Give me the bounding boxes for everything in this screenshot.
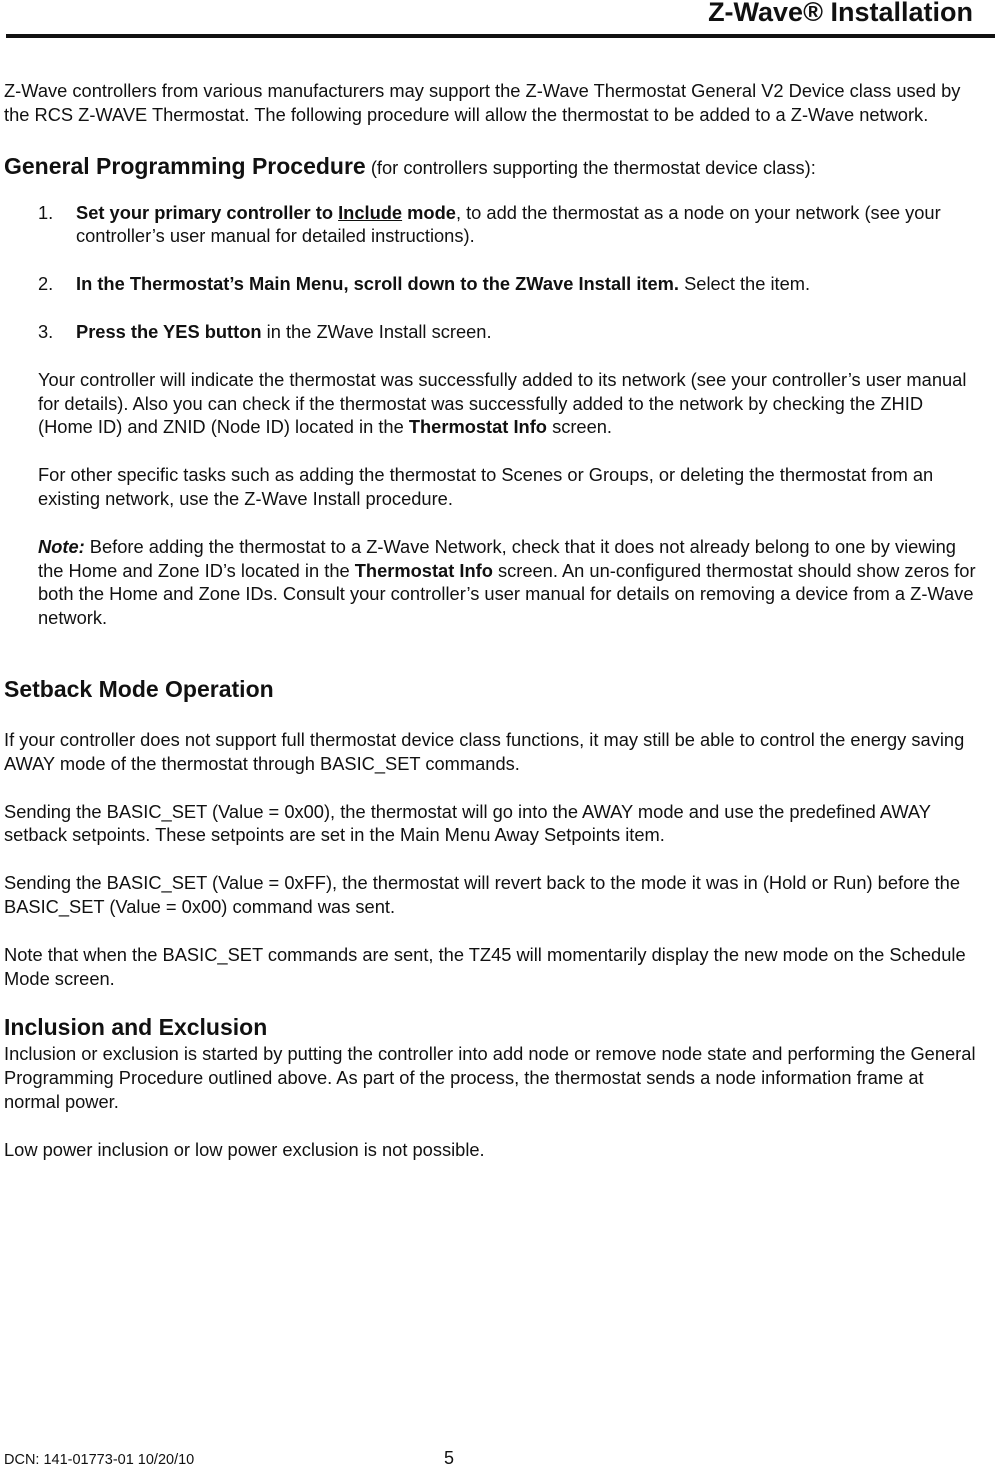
intro-paragraph: Z-Wave controllers from various manufacturers may support the Z-Wave Thermostat General V2 Device class used by the RCS Z-WAVE Thermostat. The following procedure will allow the thermostat to be added to a Z-Wave network. [4,80,961,125]
step-body [76,272,979,296]
thermostat-info-bold: Thermostat Info [408,416,547,438]
document-body [4,79,979,1162]
note-text-end: screen. An un-configured thermostat should show zeros for both the Home and Zone IDs. Consult your controller’s user manual for details on removing a device from a Z-Wave network. [38,559,976,629]
note-paragraph [4,535,979,630]
step-number: 2. [38,273,54,295]
step-bold: In the Thermostat’s Main Menu, scroll down to the ZWave Install item. [76,273,680,295]
success-text: Your controller will indicate the thermostat was successfully added to its network (see your controller’s user manual for details). Also you can check if the thermostat was successfully added to the network by checking the ZHID (Home ID) and ZNID (Node ID) located in the [38,368,967,438]
other-tasks-paragraph: For other specific tasks such as adding the thermostat to Scenes or Groups, or deleting the thermostat from an existing network, use the Z-Wave Install procedure. [38,464,934,509]
step-number: 1. [38,201,54,223]
step-text: in the ZWave Install screen. [261,320,492,342]
step-number: 3. [38,320,54,342]
inclusion-paragraph-1: Inclusion or exclusion is started by putting the controller into add node or remove node state and performing the General Programming Procedure outlined above. As part of the process, the thermostat sends a node information frame at normal power. [4,1043,976,1112]
step-body [76,201,979,249]
step-bold: Set your primary controller to [76,201,339,223]
note-thermostat-info-bold: Thermostat Info [354,559,493,581]
success-text-end: screen. [546,416,613,438]
inclusion-paragraph-2: Low power inclusion or low power exclusion is not possible. [4,1138,485,1160]
step-bold-2: mode [402,201,456,223]
header-rule [6,34,995,38]
step-2 [4,272,979,296]
setback-paragraph-4: Note that when the BASIC_SET commands are sent, the TZ45 will momentarily display the new mode on the Schedule Mode screen. [4,943,966,989]
general-heading-sub: (for controllers supporting the thermostat device class): [365,156,816,178]
footer-dcn: DCN: 141-01773-01 10/20/10 [4,1452,195,1468]
step-underlined: Include [338,201,403,223]
note-label: Note: [38,535,85,557]
note-text: Before adding the thermostat to a Z-Wave Network, check that it does not already belong to one by viewing the Home and Zone ID’s located in the [38,535,956,581]
setback-paragraph-1: If your controller does not support full thermostat device class functions, it may still be able to control the energy saving AWAY mode of the thermostat through BASIC_SET commands. [4,728,965,774]
inclusion-heading: Inclusion and Exclusion [4,1014,268,1041]
success-paragraph [4,368,979,439]
page-number: 5 [444,1448,455,1468]
general-heading-text: General Programming Procedure [4,152,366,179]
setback-paragraph-3: Sending the BASIC_SET (Value = 0xFF), the thermostat will revert back to the mode it was in (Hold or Run) before the BASIC_SET (Value = 0x00) command was sent. [4,872,960,917]
general-programming-heading [4,151,979,183]
step-1 [4,201,979,249]
step-text: Select the item. [679,273,811,295]
step-body [76,320,979,344]
step-text: , to add the thermostat as a node on your network (see your controller’s user manual for detailed instructions). [76,201,941,247]
page-header-title: Z-Wave® Installation [708,0,973,27]
step-3 [4,320,979,344]
step-bold: Press the YES button [76,320,262,342]
setback-heading: Setback Mode Operation [4,675,274,702]
setback-paragraph-2: Sending the BASIC_SET (Value = 0x00), the thermostat will go into the AWAY mode and use the predefined AWAY setback setpoints. These setpoints are set in the Main Menu Away Setpoints item. [4,800,931,846]
